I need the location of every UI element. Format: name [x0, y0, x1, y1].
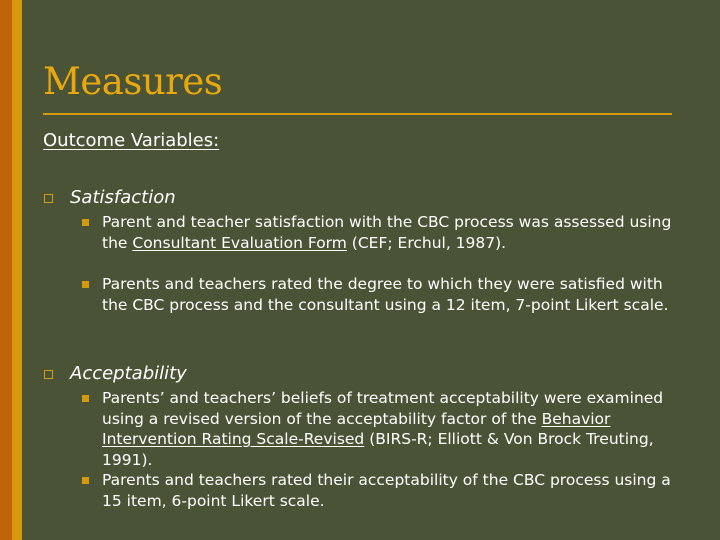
square-bullet-icon: [82, 281, 89, 288]
list-item: Parents and teachers rated the degree to which they were satisfied with the CBC process and the consultant using a 12 item, 7-point Likert scale.: [102, 275, 669, 314]
section-heading-acceptability: Acceptability: [70, 363, 187, 384]
hollow-square-bullet-icon: [44, 194, 53, 203]
list-item: Parents’ and teachers’ beliefs of treatment acceptability were examined using a revised version of the acceptability factor of the Behavior Intervention Rating Scale-Revised (BIRS-R; Elliott & Von Brock Treuting, 1991).: [102, 389, 664, 469]
hollow-square-bullet-icon: [44, 370, 53, 379]
underlined-term: Behavior Intervention Rating Scale-Revised: [102, 409, 611, 448]
square-bullet-icon: [82, 219, 89, 226]
underlined-term: Consultant Evaluation Form: [132, 233, 347, 252]
left-accent-bar-light: [12, 0, 22, 540]
slide-subtitle: Outcome Variables:: [43, 130, 220, 151]
list-item: Parents and teachers rated their acceptability of the CBC process using a 15 item, 6-point Likert scale.: [102, 471, 671, 510]
title-divider: [43, 113, 672, 115]
square-bullet-icon: [82, 395, 89, 402]
square-bullet-icon: [82, 477, 89, 484]
left-accent-bar-dark: [0, 0, 12, 540]
slide-title: Measures: [43, 60, 223, 103]
list-item: Parent and teacher satisfaction with the CBC process was assessed using the Consultant Evaluation Form (CEF; Erchul, 1987).: [102, 213, 672, 252]
section-heading-satisfaction: Satisfaction: [70, 187, 176, 208]
